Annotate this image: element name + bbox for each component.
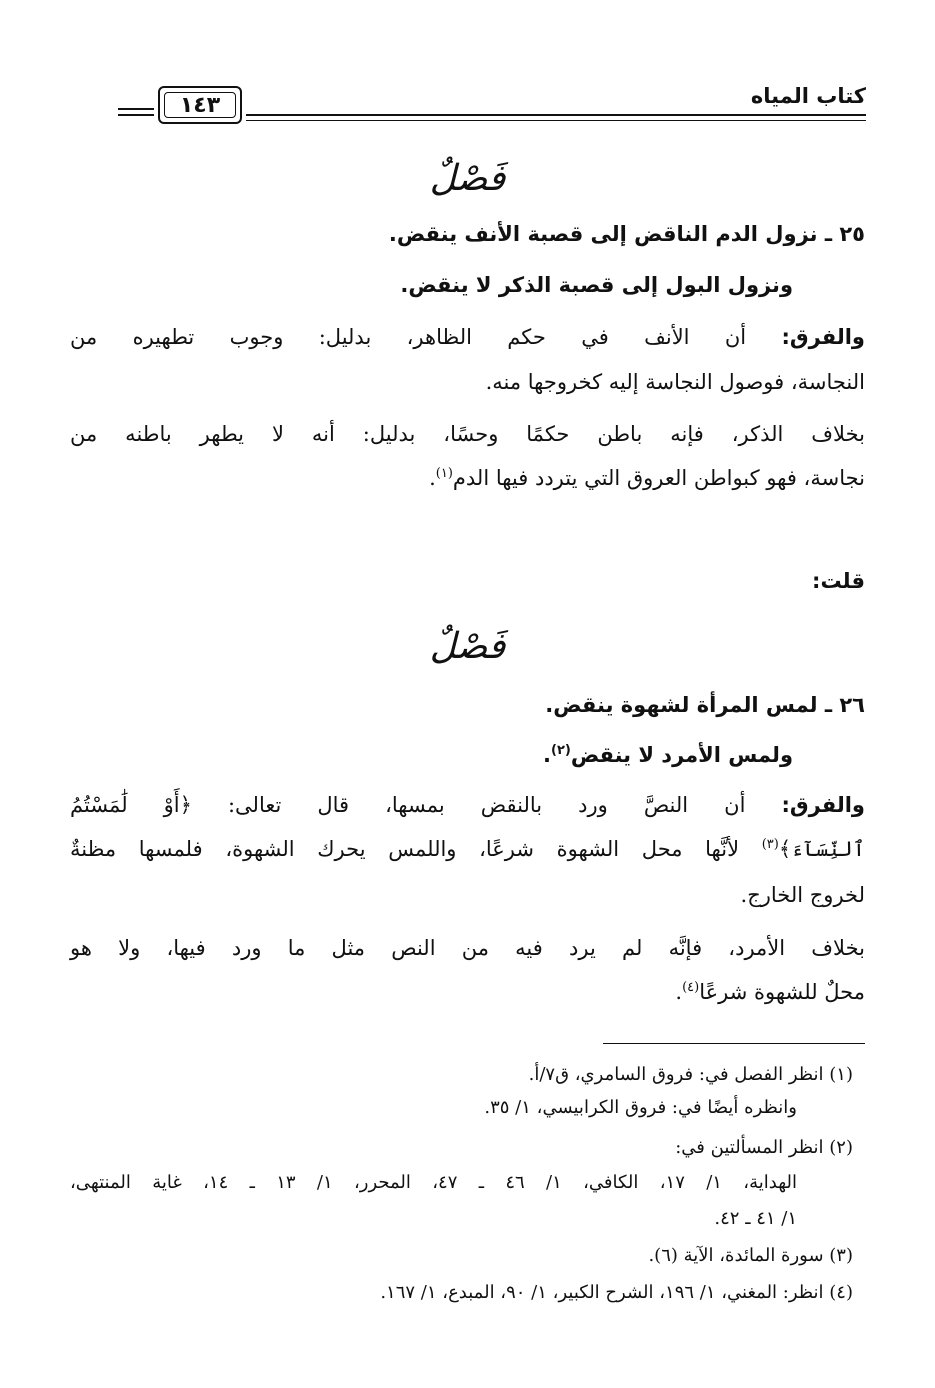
paragraph-line — [429, 463, 865, 493]
paragraph-line — [70, 790, 865, 820]
paragraph-line — [70, 322, 865, 352]
paragraph-text: نجاسة، فهو كبواطن العروق التي يتردد فيها الدم — [452, 466, 865, 490]
running-header — [118, 78, 866, 128]
farq-text: أن النصَّ ورد بالنقض بمسها، قال تعالى: ﴿أَوْ لَٰمَسْتُمُ — [70, 793, 746, 817]
rule-text: لمس المرأة لشهوة ينقض. — [545, 693, 818, 717]
header-rule — [118, 108, 154, 110]
paragraph-text: . — [429, 466, 436, 490]
footnote: (٤) انظر: المغني، ١/ ١٩٦، الشرح الكبير، ١/ ٩٠، المبدع، ١/ ١٦٧. — [380, 1282, 853, 1303]
header-rule — [246, 120, 866, 121]
book-title: كتاب المياه — [750, 84, 866, 108]
rule-line — [545, 690, 865, 720]
farq-text: لأنَّها محل الشهوة شرعًا، واللمس يحرك الشهوة، فلمسها مظنةٌ — [70, 837, 762, 861]
farq-text: أن الأنف في حكم الظاهر، بدليل: وجوب تطهيره من — [70, 325, 747, 349]
header-rule — [118, 114, 154, 116]
page-number: ١٤٣ — [179, 92, 221, 118]
footnote-ref: (١) — [435, 466, 453, 481]
paragraph-line: بخلاف الأمرد، فإنَّه لم يرد فيه من النص مثل ما ورد فيها، ولا هو — [70, 936, 865, 960]
footnote-ref: (٣) — [761, 837, 779, 852]
rule-line — [389, 219, 865, 249]
paragraph-line: لخروج الخارج. — [740, 883, 865, 907]
paragraph-text: . — [675, 980, 683, 1004]
section-heading: فَصْلٌ — [429, 158, 506, 199]
rule-text: . — [543, 743, 551, 767]
footnote-continuation: ١/ ٤١ ـ ٤٢. — [714, 1208, 797, 1229]
paragraph-line: بخلاف الذكر، فإنه باطن حكمًا وحسًا، بدليل: أنه لا يطهر باطنه من — [70, 422, 865, 446]
paragraph-line — [675, 977, 865, 1007]
rule-line — [543, 740, 793, 770]
quran-text: ٱلنِّسَآءَ﴾ — [778, 837, 865, 861]
footnote-continuation: الهداية، ١/ ١٧، الكافي، ١/ ٤٦ ـ ٤٧، المحرر، ١/ ١٣ ـ ١٤، غاية المنتهى، — [70, 1172, 797, 1193]
footnote: (٣) سورة المائدة، الآية (٦). — [648, 1245, 853, 1266]
footnote-continuation: وانظره أيضًا في: فروق الكرابيسي، ١/ ٣٥. — [484, 1097, 797, 1118]
footnote-divider — [603, 1043, 865, 1044]
rule-text: ولمس الأمرد لا ينقض — [570, 743, 793, 767]
farq-label: والفرق: — [781, 325, 865, 349]
rule-line: ونزول البول إلى قصبة الذكر لا ينقض. — [400, 273, 793, 297]
footnote-ref: (٢) — [550, 743, 571, 758]
rule-number: ٢٦ ـ — [824, 693, 865, 717]
footnote: (١) انظر الفصل في: فروق السامري، ق٧/أ. — [528, 1064, 853, 1085]
footnote: (٢) انظر المسألتين في: — [675, 1137, 853, 1158]
footnote-ref: (٤) — [682, 980, 700, 995]
header-rule — [246, 114, 866, 116]
paragraph-line — [70, 834, 865, 864]
paragraph-text: محلٌ للشهوة شرعًا — [699, 980, 865, 1004]
farq-label: والفرق: — [781, 793, 865, 817]
qult-label: قلت: — [812, 569, 865, 593]
page-number-box — [158, 86, 242, 124]
section-heading: فَصْلٌ — [429, 626, 506, 667]
rule-number: ٢٥ ـ — [824, 222, 865, 246]
paragraph-line: النجاسة، فوصول النجاسة إليه كخروجها منه. — [485, 370, 865, 394]
rule-text: نزول الدم الناقض إلى قصبة الأنف ينقض. — [388, 222, 818, 246]
